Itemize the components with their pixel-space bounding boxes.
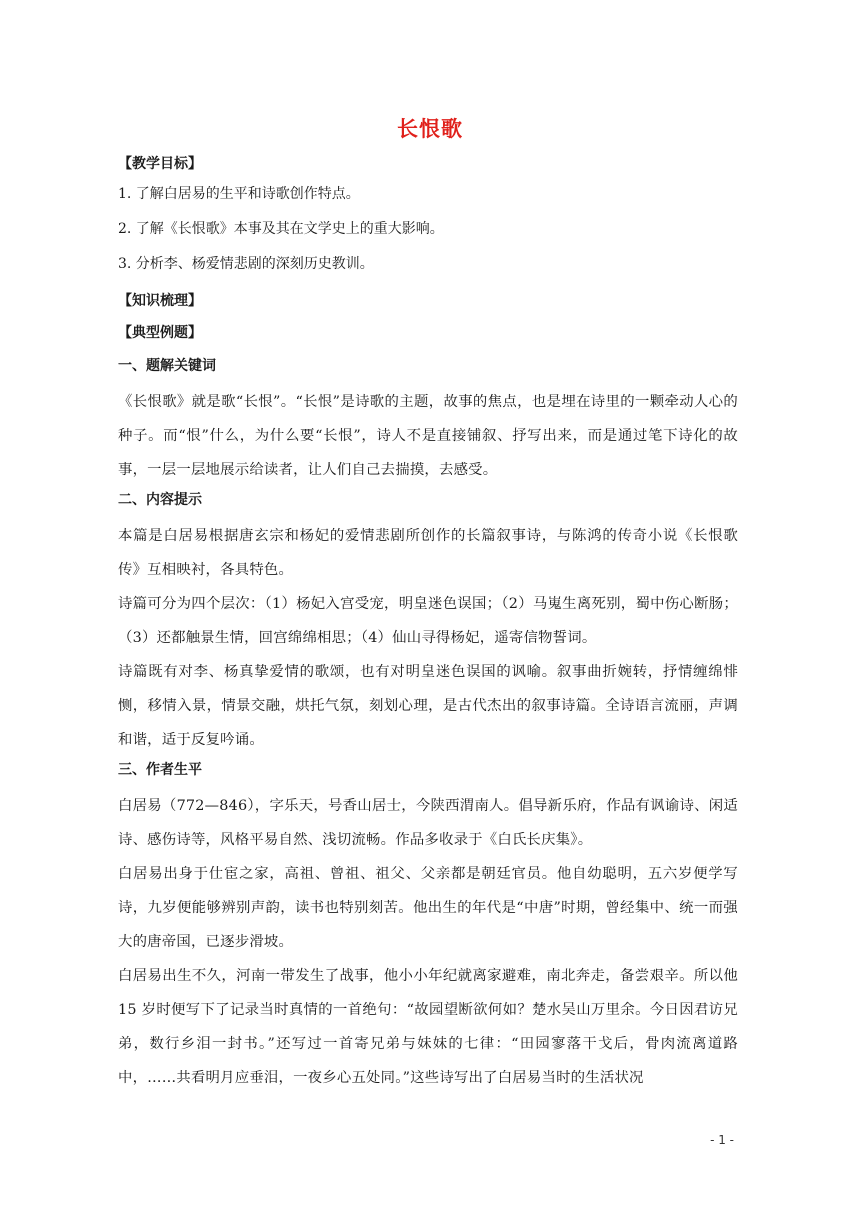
page-number: - 1 - bbox=[710, 1133, 734, 1147]
section-2-paragraph: 本篇是白居易根据唐玄宗和杨妃的爱情悲剧所创作的长篇叙事诗，与陈鸿的传奇小说《长恨歌传》互相映衬，各具特色。 bbox=[118, 528, 738, 578]
objective-item: 2. 了解《长恨歌》本事及其在文学史上的重大影响。 bbox=[118, 221, 444, 237]
section-heading-3: 三、作者生平 bbox=[118, 762, 202, 778]
objective-item: 1. 了解白居易的生平和诗歌创作特点。 bbox=[118, 186, 360, 202]
objectives-heading: 【教学目标】 bbox=[118, 156, 202, 172]
examples-heading: 【典型例题】 bbox=[118, 325, 202, 341]
section-2-paragraph: 诗篇可分为四个层次：（1）杨妃入宫受宠，明皇迷色误国；（2）马嵬生离死别，蜀中伤心断肠；（3）还都触景生情，回宫绵绵相思；（4）仙山寻得杨妃，遥寄信物誓词。 bbox=[118, 596, 738, 646]
section-2-paragraph: 诗篇既有对李、杨真挚爱情的歌颂，也有对明皇迷色误国的讽喻。叙事曲折婉转，抒情缠绵悱恻，移情入景，情景交融，烘托气氛，刻划心理，是古代杰出的叙事诗篇。全诗语言流丽，声调和谐，适于反复吟诵。 bbox=[118, 664, 738, 748]
section-heading-2: 二、内容提示 bbox=[118, 492, 202, 508]
document-body bbox=[118, 152, 738, 1095]
section-3-paragraph: 白居易（772—846），字乐天，号香山居士，今陕西渭南人。倡导新乐府，作品有讽谕诗、闲适诗、感伤诗等，风格平易自然、浅切流畅。作品多收录于《白氏长庆集》。 bbox=[118, 798, 738, 848]
section-1-paragraph: 《长恨歌》就是歌“长恨”。“长恨”是诗歌的主题，故事的焦点，也是埋在诗里的一颗牵动人心的种子。而“恨”什么，为什么要“长恨”，诗人不是直接铺叙、抒写出来，而是通过笔下诗化的故事，一层一层地展示给读者，让人们自己去揣摸，去感受。 bbox=[118, 394, 738, 478]
section-3-paragraph: 白居易出身于仕宦之家，高祖、曾祖、祖父、父亲都是朝廷官员。他自幼聪明，五六岁便学写诗，九岁便能够辨别声韵，读书也特别刻苦。他出生的年代是“中唐”时期，曾经集中、统一而强大的唐帝国，已逐步滑坡。 bbox=[118, 866, 738, 950]
section-heading-1: 一、题解关键词 bbox=[118, 358, 216, 374]
document-title: 长恨歌 bbox=[397, 117, 463, 141]
knowledge-heading: 【知识梳理】 bbox=[118, 293, 202, 309]
objective-item: 3. 分析李、杨爱情悲剧的深刻历史教训。 bbox=[118, 256, 374, 272]
section-3-paragraph: 白居易出生不久，河南一带发生了战事，他小小年纪就离家避难，南北奔走，备尝艰辛。所以他 15 岁时便写下了记录当时真情的一首绝句：“故园望断欲何如？楚水吴山万里余。今日因君访兄弟，数行乡泪一封书。”还写过一首寄兄弟与妹妹的七律：“田园寥落干戈后，骨肉流离道路中，……共看明月应垂泪，一夜乡心五处同。”这些诗写出了白居易当时的生活状况 bbox=[118, 968, 738, 1086]
